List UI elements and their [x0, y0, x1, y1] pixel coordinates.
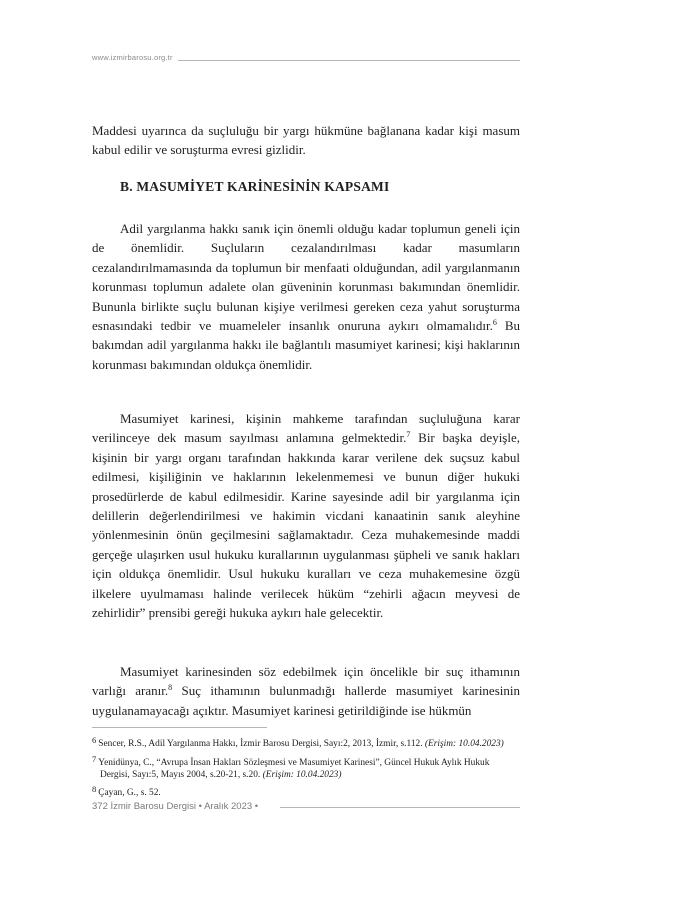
footnote-6-text: Sencer, R.S., Adil Yargılanma Hakkı, İzmir Barosu Dergisi, Sayı:2, 2013, İzmir, s.112. — [98, 739, 425, 749]
paragraph-3-text-a: Masumiyet karinesi, kişinin mahkeme tarafından suçluluğuna karar verilinceye dek masum sayılması anlamına gelmektedir. — [92, 411, 520, 446]
footnote-7-access: (Erişim: 10.04.2023) — [262, 770, 342, 780]
footnote-7-text-a: Yenidünya, C., “Avrupa İnsan Hakları Sözleşmesi ve Masumiyet Karinesi”, Güncel Hukuk Aylık Hukuk — [98, 758, 490, 768]
section-heading: B. MASUMİYET KARİNESİNİN KAPSAMI — [120, 179, 390, 194]
header-url: www.izmirbarosu.org.tr — [92, 53, 173, 62]
paragraph-4 — [92, 662, 520, 720]
footer-text: 372 İzmir Barosu Dergisi • Aralık 2023 • — [92, 801, 259, 812]
paragraph-1: Maddesi uyarınca da suçluluğu bir yargı hükmüne bağlanana kadar kişi masum kabul edilir ve soruşturma evresi gizlidir. — [92, 123, 520, 158]
paragraph-2-text-b: Bu bakımdan adil yargılanma hakkı ile bağlantılı masumiyet karinesi; kişi haklarının korunması bakımından oldukça önemlidir. — [92, 318, 521, 372]
footnote-8 — [92, 783, 520, 799]
footnote-7-continuation — [92, 769, 520, 781]
footnote-6 — [92, 734, 520, 750]
footnote-ref-8: 8 — [168, 683, 173, 693]
footnote-ref-7: 7 — [406, 430, 411, 440]
paragraph-3 — [92, 409, 520, 622]
footnote-8-number: 8 — [92, 784, 97, 794]
footnote-rule — [92, 727, 267, 728]
footnote-ref-6: 6 — [492, 318, 497, 328]
footnote-8-text: Çayan, G., s. 52. — [98, 788, 161, 798]
paragraph-4-text-a: Masumiyet karinesinden söz edebilmek için öncelikle bir suç ithamının varlığı aranır. — [92, 664, 520, 699]
paragraph-3-text-b: Bir başka deyişle, kişinin bir yargı organı tarafından hakkında karar verilene dek suçsuz kabul edilmesi, kişiliğinin ve haklarının lekelenmemesi ve bunun diğer hukuki prosedürlerde de kabul edilmesidir. Karine sayesinde adil bir yargılanma için delillerin değerlendirilmesi ve hakimin vicdani kanaatinin sanık aleyhine yönlenmesinin önün geçilmesini sağlamaktadır. Ceza muhakemesinde maddi gerçeğe ulaşırken usul hukuku kurallarının uygulanması şüpheli ve sanık hakları için oldukça önemlidir. Usul hukuku kuralları ve ceza muhakemesine özgü ilkelere uyulmaması halinde verilecek hüküm “zehirli ağacın meyvesi de zehirlidir” prensibi gereği hukuka aykırı hale gelecektir. — [92, 430, 520, 621]
footnote-7-number: 7 — [92, 754, 97, 764]
footnote-7 — [92, 753, 520, 781]
footnote-6-number: 6 — [92, 735, 97, 745]
footnote-7-text-b: Dergisi, Sayı:5, Mayıs 2004, s.20-21, s.20. — [100, 770, 263, 780]
paragraph-4-text-b: Suç ithamının bulunmadığı hallerde masumiyet karinesinin uygulanamayacağı açıktır. Masumiyet karinesi getirildiğinde ise hükmün — [92, 683, 520, 718]
footer-rule — [280, 807, 520, 808]
paragraph-2 — [92, 219, 520, 374]
footnote-6-access: (Erişim: 10.04.2023) — [424, 739, 504, 749]
header-rule — [178, 60, 520, 61]
paragraph-2-text-a: Adil yargılanma hakkı sanık için önemli olduğu kadar toplumun geneli için de önemlidir. Suçluların cezalandırılması kadar masumların cezalandırılmamasında da toplumun bir menfaati olduğundan, adil yargılanmanın korunması toplumun adalete olan güveninin korunması bakımından önemlidir. Bununla birlikte suçlu bulunan kişiye verilmesi gereken ceza yahut soruşturma esnasındaki tedbir ve muameleler insanlık onuruna aykırı olmamalıdır. — [92, 221, 520, 334]
